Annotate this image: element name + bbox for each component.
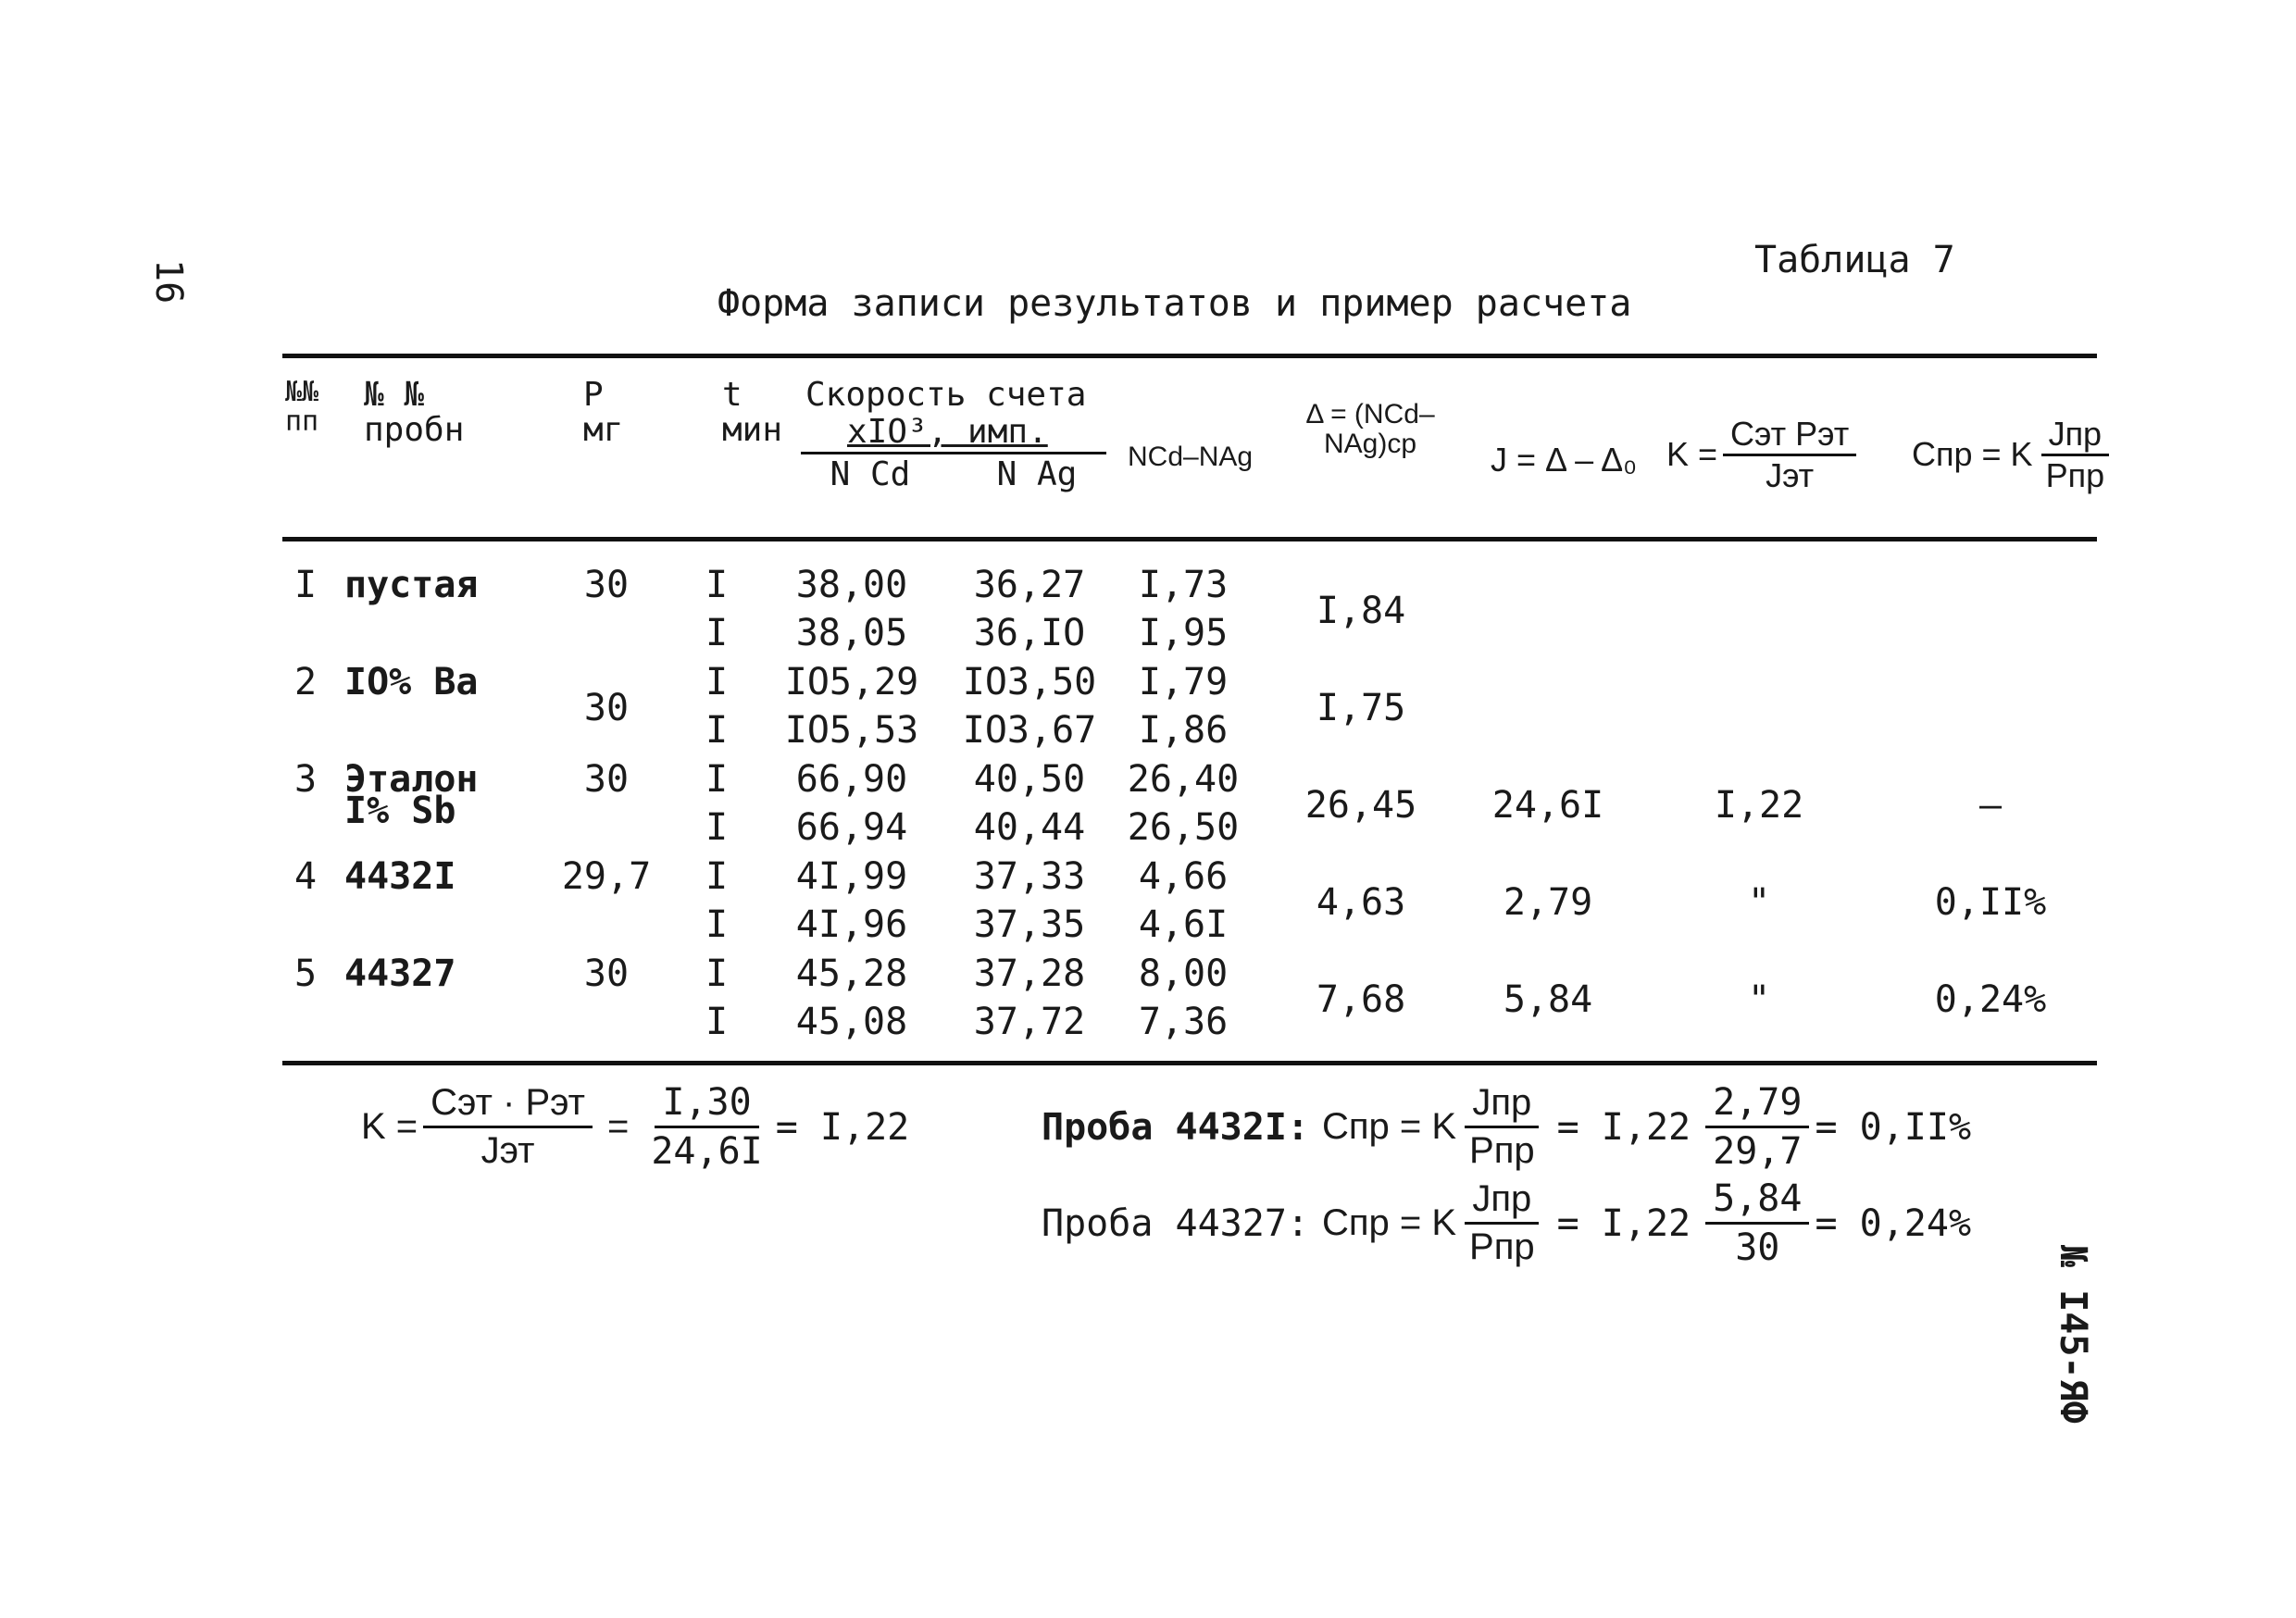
row-number: I [294, 564, 318, 606]
header-c-lhs: Cпр = K [1912, 435, 2033, 474]
delta-avg: I,75 [1316, 687, 1406, 729]
header-c-den: Pпр [2045, 455, 2105, 494]
count-diff: 4,6I [1138, 903, 1229, 946]
formula-k-result: = I,22 [775, 1105, 910, 1149]
delta-avg: 26,45 [1304, 784, 1417, 827]
row-number: 2 [294, 661, 318, 703]
time-min: I [705, 903, 729, 946]
formula-p1-den: Pпр [1469, 1130, 1535, 1171]
delta-avg: 4,63 [1316, 881, 1406, 924]
formula-p2-result: = 0,24% [1815, 1201, 1972, 1245]
count-cd: 45,08 [795, 1001, 908, 1043]
header-nag: N Ag [996, 455, 1078, 493]
count-ag: 37,33 [973, 855, 1086, 898]
count-ag: 37,72 [973, 1001, 1086, 1043]
header-rate-unit: xIO³, имп. [847, 413, 1048, 451]
formula-k [361, 1081, 909, 1173]
delta-avg: I,84 [1316, 590, 1406, 632]
formula-p2-lhs: Cпр = K [1321, 1202, 1457, 1243]
k-value: " [1747, 978, 1771, 1021]
header-c-num: Jпр [2041, 417, 2110, 456]
count-diff: 7,36 [1138, 1001, 1229, 1043]
formula-p1-lhs: Cпр = K [1321, 1106, 1457, 1147]
count-cd: 4I,99 [795, 855, 908, 898]
count-cd: 38,05 [795, 612, 908, 654]
formula-p2-den: Pпр [1469, 1226, 1535, 1267]
formula-p1-num: Jпр [1465, 1082, 1539, 1128]
sample-mass: 30 [583, 687, 630, 729]
count-ag: 37,28 [973, 952, 1086, 995]
sample-name: 44327 [344, 952, 456, 995]
header-diff: NCd–NAg [1128, 442, 1254, 472]
time-min: I [705, 806, 729, 849]
count-diff: 26,40 [1127, 758, 1240, 801]
time-min: I [705, 709, 729, 752]
count-diff: I,86 [1138, 709, 1229, 752]
formula-sample-1 [1042, 1081, 1971, 1173]
count-cd: 38,00 [795, 564, 908, 606]
formula-k-eq: = [606, 1106, 630, 1147]
time-min: I [705, 855, 729, 898]
count-diff: 26,50 [1127, 806, 1240, 849]
table-bottom-rule [282, 1061, 2097, 1065]
concentration: 0,24% [1934, 978, 2047, 1021]
count-ag: IO3,67 [962, 709, 1097, 752]
formula-k-den: Jэт [480, 1130, 535, 1171]
delta-avg: 7,68 [1316, 978, 1406, 1021]
sample-mass: 30 [583, 564, 630, 606]
j-value: 2,79 [1503, 881, 1593, 924]
formula-k-num-val: I,30 [655, 1081, 758, 1128]
count-cd: 45,28 [795, 952, 908, 995]
header-k-den: Jэт [1766, 455, 1815, 494]
count-diff: 4,66 [1138, 855, 1229, 898]
time-min: I [705, 661, 729, 703]
count-ag: 36,27 [973, 564, 1086, 606]
count-diff: 8,00 [1138, 952, 1229, 995]
formula-k-den-val: 24,6I [651, 1130, 763, 1173]
formula-p2-num-val: 5,84 [1705, 1177, 1809, 1225]
sample-name: IO% Ba [344, 661, 479, 703]
time-min: I [705, 612, 729, 654]
header-c [1912, 417, 2117, 493]
count-diff: I,73 [1138, 564, 1229, 606]
count-diff: I,95 [1138, 612, 1229, 654]
count-diff: I,79 [1138, 661, 1229, 703]
row-number: 5 [294, 952, 318, 995]
row-number: 4 [294, 855, 318, 898]
formula-k-lhs: K = [361, 1106, 418, 1147]
formula-p2-den-val: 30 [1735, 1226, 1780, 1269]
count-cd: IO5,29 [784, 661, 919, 703]
time-min: I [705, 1001, 729, 1043]
sample-name-2: I% Sb [344, 790, 456, 832]
table-label: Таблица 7 [1754, 239, 1955, 281]
count-cd: 66,90 [795, 758, 908, 801]
header-k [1666, 417, 1862, 493]
sample-mass: 29,7 [561, 855, 652, 898]
formula-p1-label: Проба 4432I: [1042, 1105, 1309, 1149]
header-k-lhs: K = [1666, 435, 1718, 474]
time-min: I [705, 952, 729, 995]
page-number: 16 [147, 259, 190, 305]
count-ag: 37,35 [973, 903, 1086, 946]
formula-k-num: Cэт · Pэт [423, 1082, 593, 1128]
formula-p2-mid: = I,22 [1556, 1201, 1691, 1245]
count-ag: IO3,50 [962, 661, 1097, 703]
header-p: Р мг [583, 376, 624, 449]
sample-name: Эталон [344, 758, 479, 801]
row-number: 3 [294, 758, 318, 801]
sample-mass: 30 [583, 758, 630, 801]
count-ag: 36,IO [973, 612, 1086, 654]
count-ag: 40,44 [973, 806, 1086, 849]
header-num: №№ пп [285, 376, 319, 438]
table-header-rule [282, 537, 2097, 541]
header-k-num: Cэт Pэт [1723, 417, 1856, 456]
formula-p1-den-val: 29,7 [1713, 1130, 1803, 1173]
count-ag: 40,50 [973, 758, 1086, 801]
j-value: 5,84 [1503, 978, 1593, 1021]
rate-subheader-rule [801, 452, 1106, 454]
count-cd: 66,94 [795, 806, 908, 849]
concentration: – [1978, 784, 2003, 827]
formula-p2-label: Проба 44327: [1042, 1201, 1309, 1245]
formula-p1-mid: = I,22 [1556, 1105, 1691, 1149]
k-value: " [1747, 881, 1771, 924]
concentration: 0,II% [1934, 881, 2047, 924]
sample-mass: 30 [583, 952, 630, 995]
formula-p1-num-val: 2,79 [1705, 1081, 1809, 1128]
k-value: I,22 [1714, 784, 1804, 827]
table-top-rule [282, 354, 2097, 358]
count-cd: IO5,53 [784, 709, 919, 752]
header-rate: Скорость счета [805, 376, 1087, 414]
header-ncd: N Cd [830, 455, 911, 493]
header-sample: № № пробн [364, 376, 465, 449]
time-min: I [705, 758, 729, 801]
count-cd: 4I,96 [795, 903, 908, 946]
header-delta: Δ = (NCd–NAg)ср [1305, 399, 1435, 459]
formula-sample-2 [1042, 1177, 1971, 1269]
document-code: № I45-ЯФ [2052, 1245, 2094, 1424]
sample-name: 4432I [344, 855, 456, 898]
j-value: 24,6I [1491, 784, 1604, 827]
header-t: t мин [722, 376, 783, 449]
formula-p2-num: Jпр [1465, 1178, 1539, 1225]
table-title: Форма записи результатов и пример расчета [718, 282, 1632, 325]
sample-name: пустая [344, 564, 479, 606]
time-min: I [705, 564, 729, 606]
formula-p1-result: = 0,II% [1815, 1105, 1972, 1149]
header-j: J = Δ – Δ₀ [1491, 441, 1638, 479]
